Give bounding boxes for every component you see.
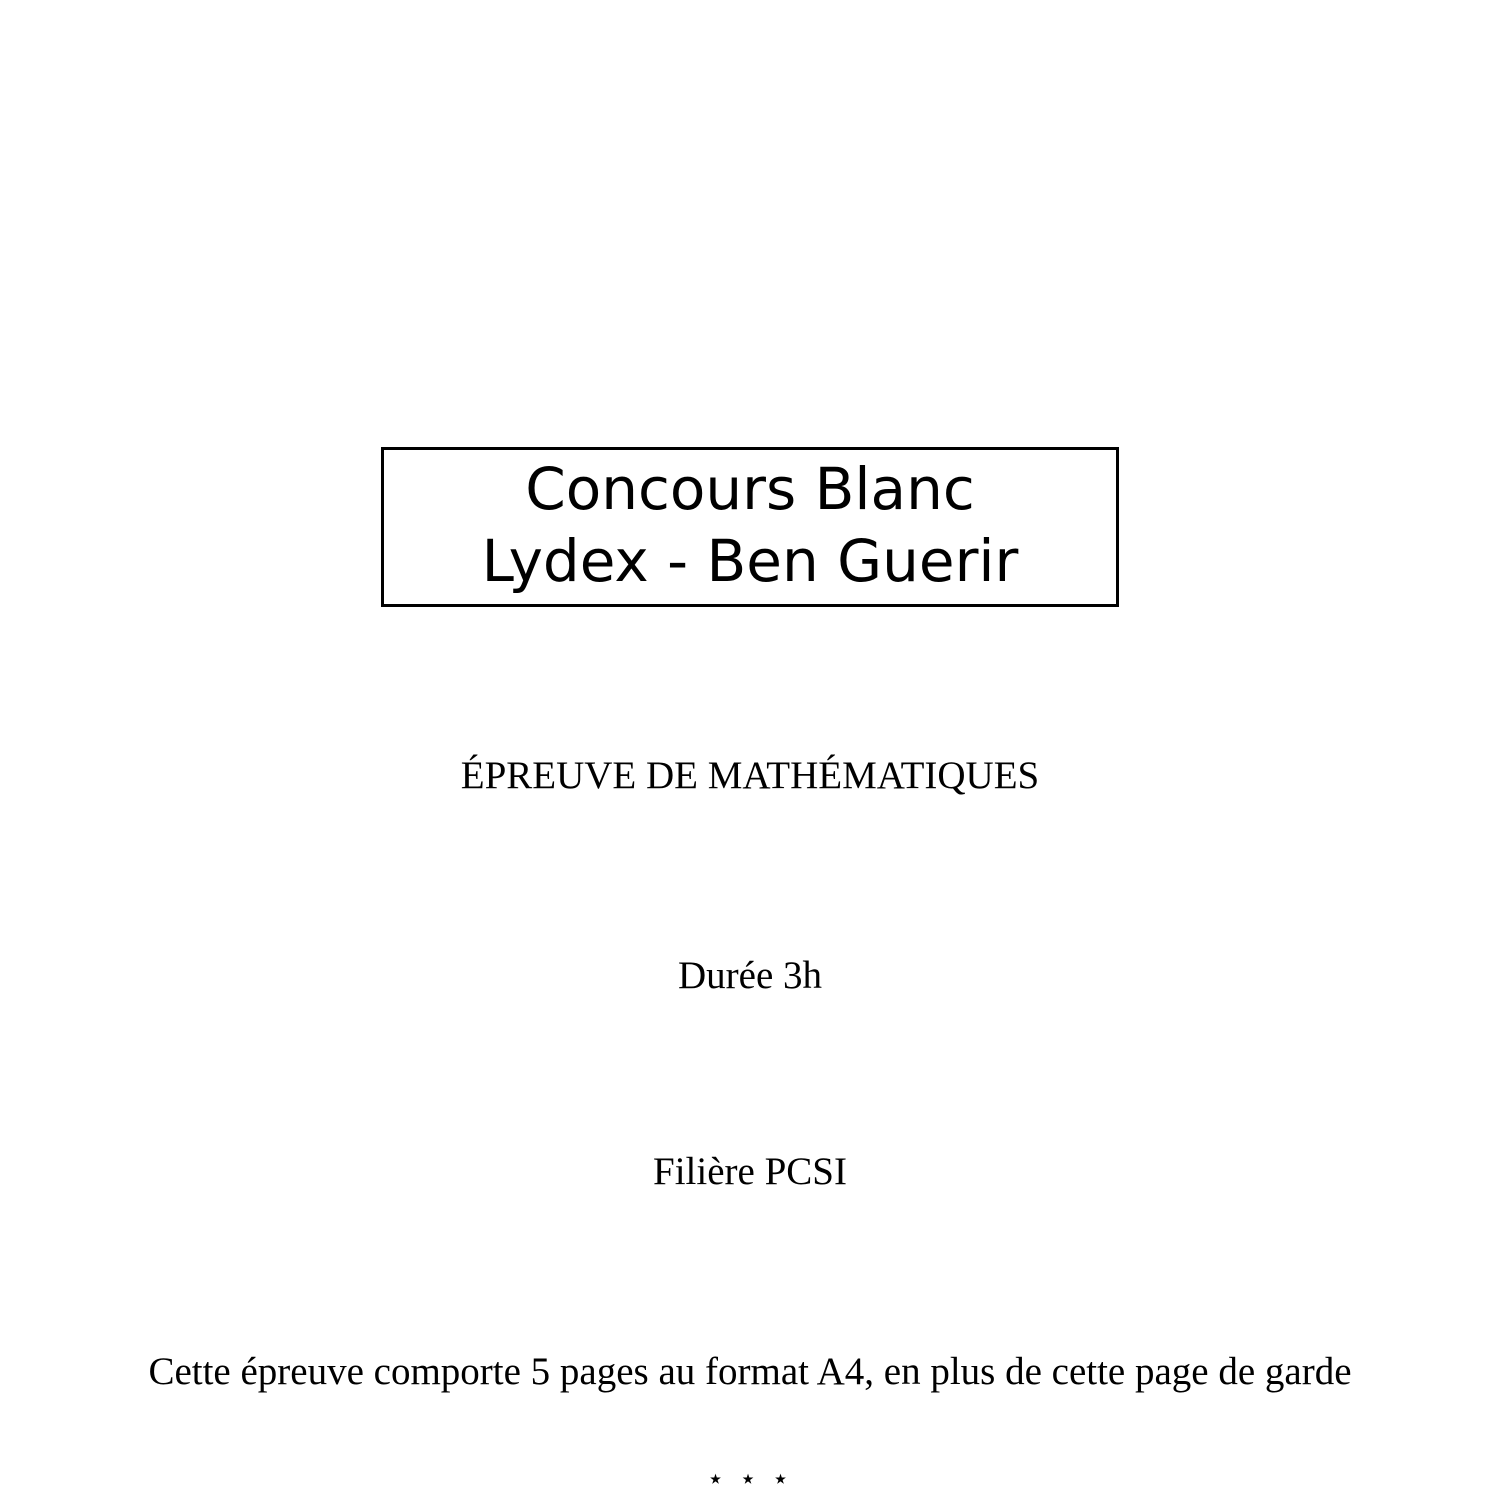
exam-track: Filière PCSI: [653, 1150, 847, 1193]
exam-duration: Durée 3h: [677, 954, 823, 997]
title-line-2: Lydex - Ben Guerir: [481, 527, 1019, 595]
star-separator: ⋆ ⋆ ⋆: [706, 1464, 794, 1495]
title-box: [381, 447, 1119, 607]
exam-subject: ÉPREUVE DE MATHÉMATIQUES: [460, 754, 1040, 797]
title-line-1: Concours Blanc: [525, 455, 975, 523]
page-count-note: Cette épreuve comporte 5 pages au format A4, en plus de cette page de garde: [148, 1350, 1352, 1393]
